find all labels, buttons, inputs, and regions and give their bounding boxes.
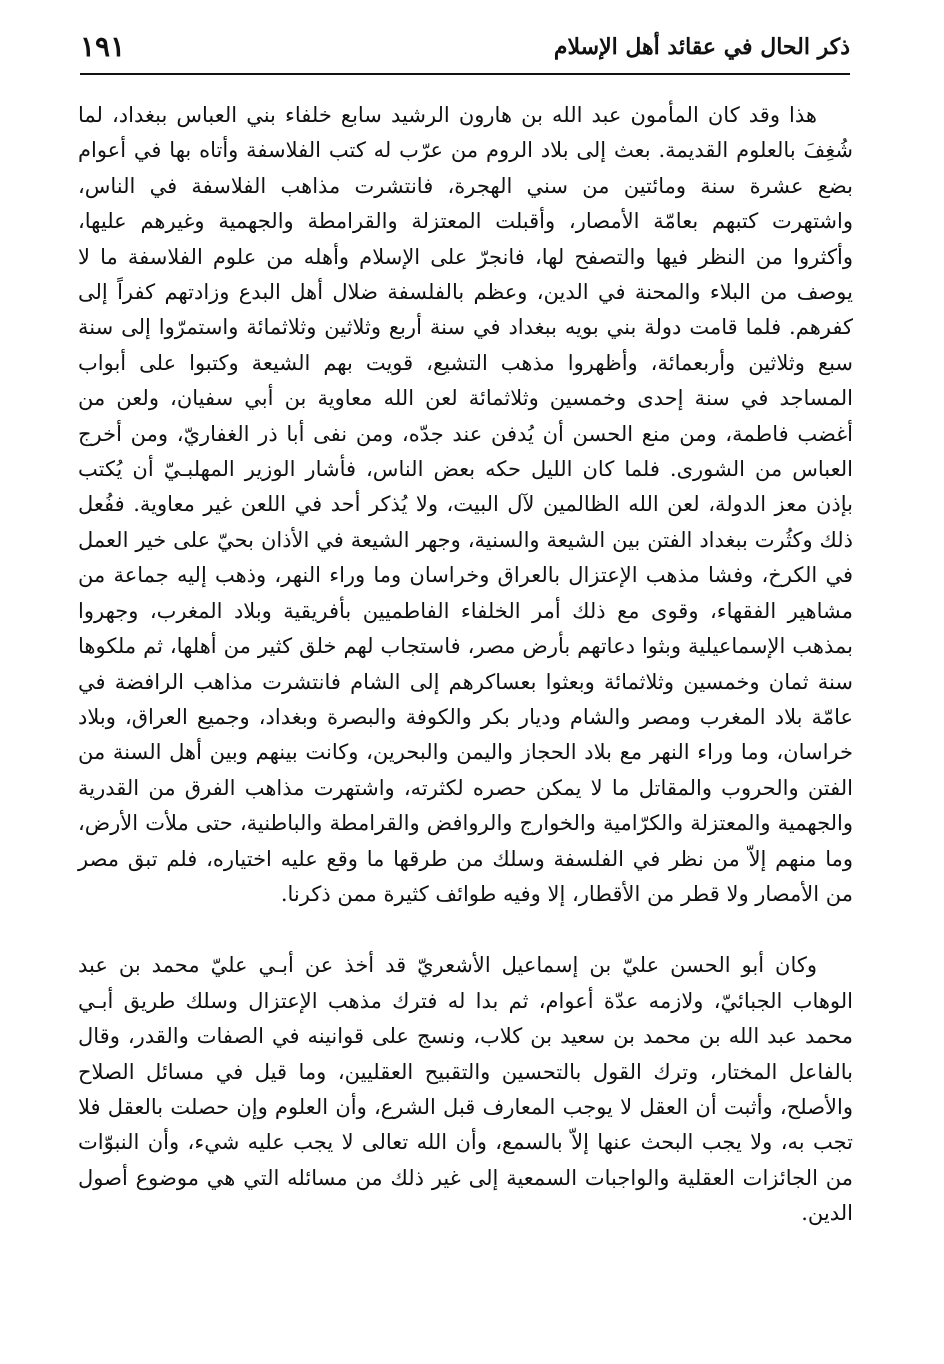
page-header [80, 30, 850, 70]
paragraph: وكان أبو الحسن عليّ بن إسماعيل الأشعريّ قد أخذ عن أبـي عليّ محمد بن عبد الوهاب الجبائيّ، ولازمه عدّة أعوام، ثم بدا له فترك مذهب الإعتزال وسلك طريق أبـي محمد عبد الله بن محمد بن سعيد بن كلاب، ونسج على قوانينه في الصفات والقدر، وقال بالفاعل المختار، وترك القول بالتحسين والتقبيح العقليين، وما قيل في مسائل الصلاح والأصلح، وأثبت أن العقل لا يوجب المعارف قبل الشرع، وأن العلوم وإن حصلت بالعقل فلا تجب به، ولا يجب البحث عنها إلاّ بالسمع، وأن الله تعالى لا يجب عليه شيء، وأن النبوّات من الجائزات العقلية والواجبات السمعية إلى غير ذلك من مسائله التي هي موضوع أصول الدين. [78, 953, 853, 1226]
page-body [78, 98, 853, 1232]
paragraph: هذا وقد كان المأمون عبد الله بن هارون الرشيد سابع خلفاء بني العباس ببغداد، لما شُغِفَ بالعلوم القديمة. بعث إلى بلاد الروم من عرّب له كتب الفلاسفة وأتاه بها في أعوام بضع عشرة سنة ومائتين من سني الهجرة، فانتشرت مذاهب الفلاسفة في الناس، واشتهرت كتبهم بعامّة الأمصار، وأقبلت المعتزلة والقرامطة والجهمية وغيرهم عليها، وأكثروا من النظر فيها والتصفح لها، فانجرّ على الإسلام وأهله من علوم الفلاسفة ما لا يوصف من البلاء والمحنة في الدين، وعظم بالفلسفة ضلال أهل البدع وزادتهم كفراً إلى كفرهم. فلما قامت دولة بني بويه ببغداد في سنة أربع وثلاثين وثلاثمائة واستمرّوا إلى سنة سبع وثلاثين وأربعمائة، وأظهروا مذهب التشيع، قويت بهم الشيعة وكتبوا على أبواب المساجد في سنة إحدى وخمسين وثلاثمائة لعن الله معاوية بن أبي سفيان، ولعن من أغضب فاطمة، ومن منع الحسن أن يُدفن عند جدّه، ومن نفى أبا ذر الغفاريّ، ومن أخرج العباس من الشورى. فلما كان الليل حكه بعض الناس، فأشار الوزير المهلبـيّ أن يُكتب بإذن معز الدولة، لعن الله الظالمين لآل البيت، ولا يُذكر أحد في اللعن غير معاوية. ففُعل ذلك وكثُرت ببغداد الفتن بين الشيعة والسنية، وجهر الشيعة في الأذان بحيّ على خير العمل في الكرخ، وفشا مذهب الإعتزال بالعراق وخراسان وما وراء النهر، وذهب إليه جماعة من مشاهير الفقهاء، وقوى مع ذلك أمر الخلفاء الفاطميين بأفريقية وبلاد المغرب، وجهروا بمذهب الإسماعيلية وبثوا دعاتهم بأرض مصر، فاستجاب لهم خلق كثير من أهلها، ثم ملكوها سنة ثمان وخمسين وثلاثمائة وبعثوا بعساكرهم إلى الشام فانتشرت مذاهب الرافضة في عامّة بلاد المغرب ومصر والشام وديار بكر والكوفة والبصرة وبغداد، وجميع العراق، وبلاد خراسان، وما وراء النهر مع بلاد الحجاز واليمن والبحرين، وكانت بينهم وبين أهل السنة من الفتن والحروب والمقاتل ما لا يمكن حصره لكثرته، واشتهرت مذاهب الفرق من القدرية والجهمية والمعتزلة والكرّامية والخوارج والروافض والقرامطة والباطنية، حتى ملأت الأرض، وما منهم إلاّ من نظر في الفلسفة وسلك من طرقها ما وقع عليه اختياره، فلم تبق مصر من الأمصار ولا قطر من الأقطار، إلا وفيه طوائف كثيرة ممن ذكرنا. [78, 103, 853, 906]
page-number: ١٩١ [80, 30, 126, 63]
header-rule [80, 73, 850, 75]
running-title: ذكر الحال في عقائد أهل الإسلام [553, 34, 850, 60]
